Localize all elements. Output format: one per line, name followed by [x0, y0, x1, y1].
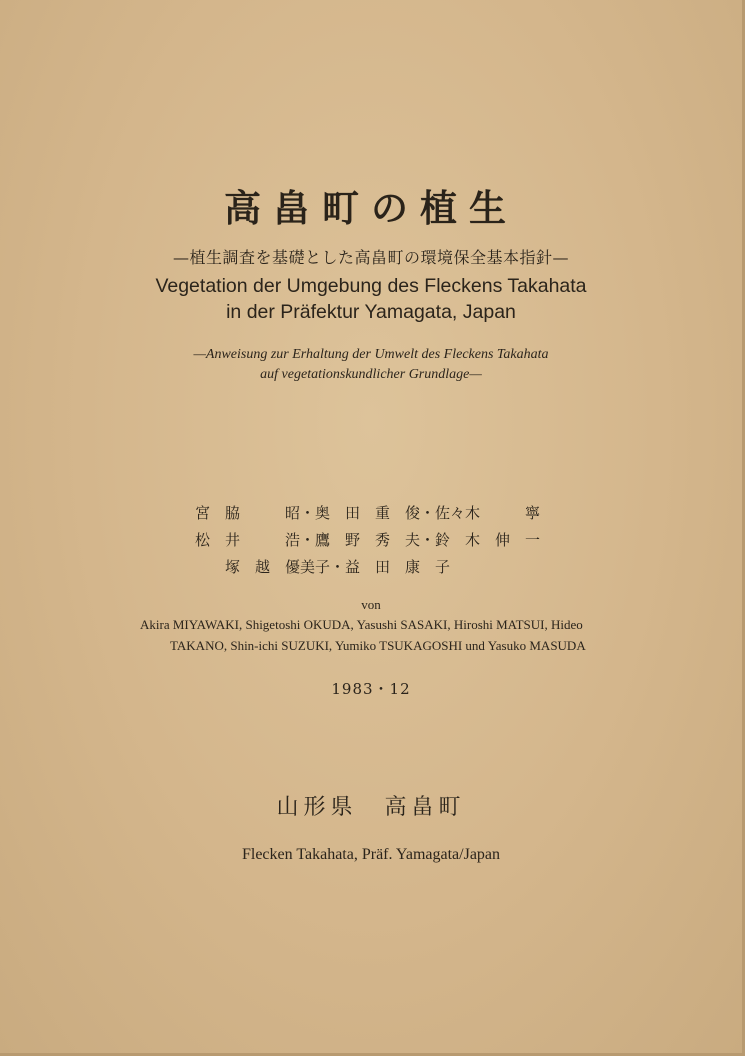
von-label: von	[361, 597, 381, 612]
authors-jp-line-3: 塚 越 優美子・益 田 康 子	[195, 558, 451, 576]
authors-latin-line-1: Akira MIYAWAKI, Shigetoshi OKUDA, Yasushi SASAKI, Hiroshi MATSUI, Hideo	[140, 617, 583, 632]
subtitle-german	[0, 345, 742, 385]
title-japanese: 高畠町の植生	[224, 186, 518, 230]
subtitle-german-line-1: —Anweisung zur Erhaltung der Umwelt des Fleckens Takahata	[193, 347, 549, 362]
authors-latin	[140, 614, 610, 656]
publisher-german: Flecken Takahata, Präf. Yamagata/Japan	[241, 846, 501, 863]
subtitle-japanese: —植生調査を基礎とした高畠町の環境保全基本指針—	[172, 248, 569, 267]
authors-jp-line-1: 宮 脇 昭・奥 田 重 俊・佐々木 寧	[195, 504, 541, 522]
subtitle-german-line-2: auf vegetationskundlicher Grundlage—	[260, 367, 482, 382]
publication-date: 1983・12	[331, 680, 411, 698]
title-german-line-1: Vegetation der Umgebung des Fleckens Takahata	[155, 275, 587, 297]
authors-latin-line-2: TAKANO, Shin-ichi SUZUKI, Yumiko TSUKAGOSHI und Yasuko MASUDA	[170, 638, 586, 653]
publisher-japanese: 山形県 高畠町	[276, 795, 466, 820]
authors-japanese	[195, 500, 555, 581]
authors-jp-line-2: 松 井 浩・鷹 野 秀 夫・鈴 木 伸 一	[195, 531, 541, 549]
title-german	[0, 273, 742, 325]
title-german-line-2: in der Präfektur Yamagata, Japan	[226, 301, 516, 323]
